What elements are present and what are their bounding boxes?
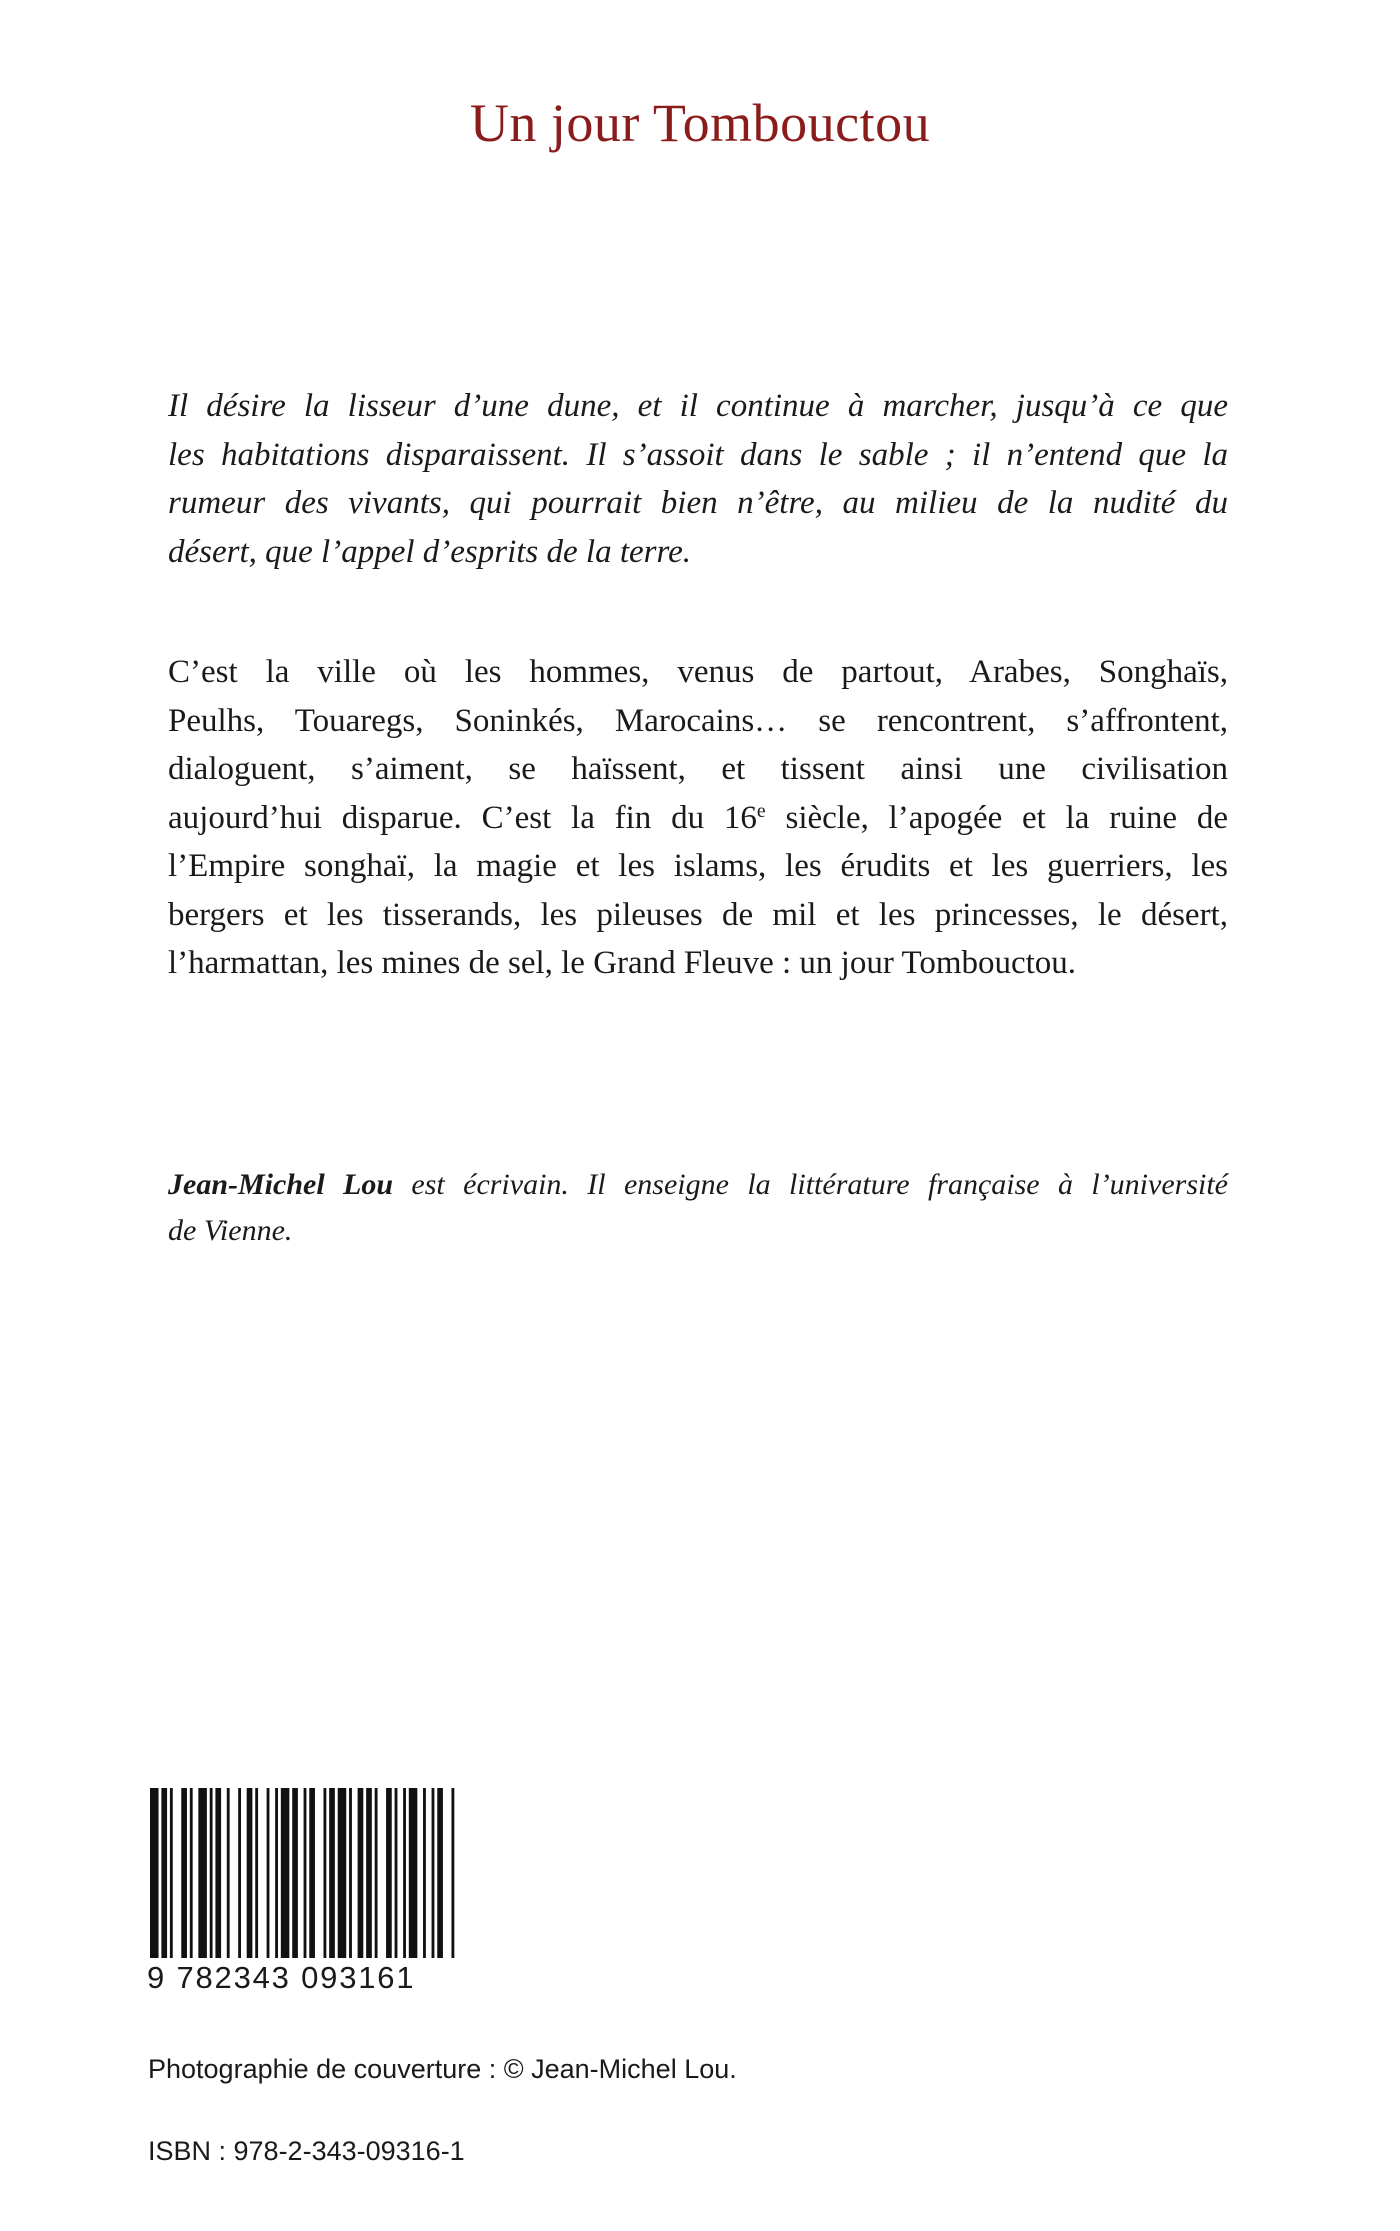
summary-line: Peulhs, Touaregs, Soninkés, Marocains… se rencontrent, s’affrontent, bbox=[168, 702, 1228, 739]
barcode-bar bbox=[403, 1788, 406, 1958]
barcode-bar bbox=[323, 1788, 326, 1958]
excerpt-line: désert, que l’appel d’esprits de la terre. bbox=[168, 533, 692, 570]
barcode-bar bbox=[198, 1788, 207, 1958]
barcode-bar bbox=[309, 1788, 315, 1958]
author-bio bbox=[168, 1162, 1228, 1254]
author-bio-line bbox=[168, 1162, 1228, 1208]
summary-text: siècle, l’apogée et la ruine de bbox=[765, 799, 1228, 836]
barcode-bar bbox=[329, 1788, 335, 1958]
barcode-bar bbox=[170, 1788, 173, 1958]
excerpt-line: rumeur des vivants, qui pourrait bien n’être, au milieu de la nudité du bbox=[168, 485, 1228, 521]
barcode-bar bbox=[275, 1788, 278, 1958]
barcode-bar bbox=[423, 1788, 426, 1958]
barcode-bar bbox=[349, 1788, 352, 1958]
barcode-bar bbox=[281, 1788, 290, 1958]
barcode-bar bbox=[375, 1788, 378, 1958]
barcode-bar bbox=[161, 1788, 167, 1958]
book-title: Un jour Tombouctou bbox=[469, 93, 931, 153]
summary-line: l’harmattan, les mines de sel, le Grand Fleuve : un jour Tombouctou. bbox=[168, 945, 1077, 981]
barcode-bar bbox=[338, 1788, 347, 1958]
barcode-bar bbox=[304, 1788, 307, 1958]
barcode-bar bbox=[150, 1788, 159, 1958]
barcode-bar bbox=[215, 1788, 221, 1958]
barcode-bar bbox=[181, 1788, 187, 1958]
barcode-bar bbox=[227, 1788, 230, 1958]
summary-line: bergers et les tisserands, les pileuses de mil et les princesses, le désert, bbox=[168, 896, 1228, 933]
summary-paragraph bbox=[168, 648, 1228, 988]
barcode-bar bbox=[451, 1788, 454, 1958]
summary-line: l’Empire songhaï, la magie et les islams, les érudits et les guerriers, les bbox=[168, 848, 1228, 884]
barcode-bar bbox=[358, 1788, 364, 1958]
barcode-bar bbox=[366, 1788, 372, 1958]
barcode bbox=[150, 1788, 460, 1958]
barcode-bar bbox=[395, 1788, 398, 1958]
barcode-bar bbox=[409, 1788, 418, 1958]
barcode-bar bbox=[190, 1788, 193, 1958]
isbn-number: ISBN : 978-2-343-09316-1 bbox=[148, 2136, 465, 2166]
summary-line bbox=[168, 794, 1228, 843]
excerpt-paragraph bbox=[168, 382, 1228, 576]
barcode-bar bbox=[238, 1788, 241, 1958]
summary-line: dialoguent, s’aiment, se haïssent, et tissent ainsi une civilisation bbox=[168, 751, 1228, 787]
barcode-bar bbox=[386, 1788, 392, 1958]
summary-text: aujourd’hui disparue. C’est la fin du 16 bbox=[168, 799, 757, 836]
excerpt-line: les habitations disparaissent. Il s’assoit dans le sable ; il n’entend que la bbox=[168, 436, 1228, 473]
author-name: Jean-Michel Lou bbox=[168, 1168, 394, 1201]
excerpt-line: Il désire la lisseur d’une dune, et il continue à marcher, jusqu’à ce que bbox=[168, 388, 1228, 424]
barcode-bar bbox=[255, 1788, 258, 1958]
barcode-bar bbox=[210, 1788, 213, 1958]
summary-line: C’est la ville où les hommes, venus de partout, Arabes, Songhaïs, bbox=[168, 654, 1228, 690]
barcode-bar bbox=[432, 1788, 435, 1958]
barcode-bar bbox=[247, 1788, 253, 1958]
barcode-bar bbox=[292, 1788, 298, 1958]
author-bio-text: est écrivain. Il enseigne la littérature française à l’université bbox=[393, 1168, 1228, 1201]
barcode-bar bbox=[437, 1788, 443, 1958]
century-superscript: e bbox=[756, 799, 766, 822]
author-bio-line: de Vienne. bbox=[168, 1214, 293, 1247]
barcode-digits: 9 782343 093161 bbox=[147, 1960, 416, 1995]
barcode-bar bbox=[267, 1788, 270, 1958]
photo-credit: Photographie de couverture : © Jean-Michel Lou. bbox=[148, 2054, 737, 2084]
